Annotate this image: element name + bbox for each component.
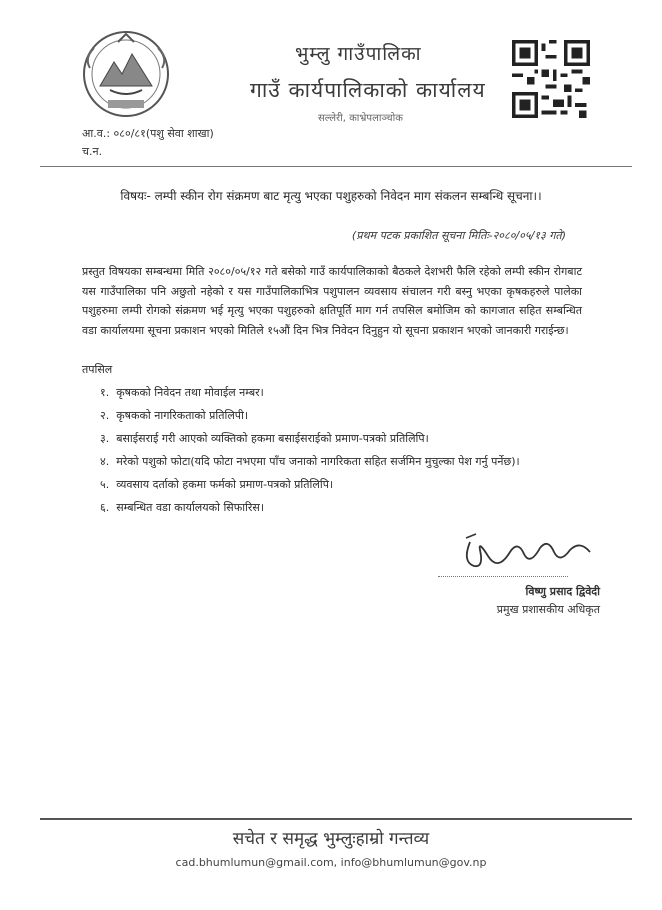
- item-number: ५.: [100, 478, 110, 491]
- item-text: सम्बन्धित वडा कार्यालयको सिफारिस।: [116, 501, 265, 514]
- item-text: कृषकको नागरिकताको प्रतिलिपी।: [116, 409, 249, 422]
- list-item: [100, 499, 570, 517]
- item-text: व्यवसाय दर्ताको हकमा फर्मको प्रमाण-पत्रको प्रतिलिपि।: [116, 478, 334, 491]
- footer-slogan: सचेत र समृद्ध भुम्लुःहाम्रो गन्तव्य: [232, 829, 430, 849]
- list-item: [100, 453, 570, 471]
- footer-emails: cad.bhumlumun@gmail.com, info@bhumlumun@gov.np: [175, 856, 487, 869]
- notice-body: प्रस्तुत विषयका सम्बन्धमा मिति २०८०/०५/१२ गते बसेको गाउँ कार्यपालिकाको बैठकले देशभरी फैलि रहेको लम्पी स्कीन रोगबाट यस गाउँपालिका पनि अछुतो नहेको र यस गाउँपालिकाभित्र पशुपालन व्यवसाय संचालन गरी बस्नु भएका कृषकहरुले पालेका पशुहरुमा लम्पी रोगको संक्रमण भई मृत्यु भएका पशुहरुको क्षतिपूर्ति माग गर्न तपसिल बमोजिम को कागजात सहित सम्बन्धित वडा कार्यालयमा सूचना प्रकाशन भएको मितिले १५औं दिन भित्र निवेदन दिनुहुन यो सूचना प्रकाशन भएको जानकारी गराईन्छ।: [82, 265, 582, 337]
- item-text: कृषकको निवेदन तथा मोवाईल नम्बर।: [116, 386, 264, 399]
- signatory-title: प्रमुख प्रशासकीय अधिकृत: [496, 603, 600, 616]
- header-divider: [40, 166, 632, 167]
- office-address: सल्लेरी, काभ्रेपलाञ्चोक: [318, 113, 403, 124]
- signature-icon: [440, 532, 610, 576]
- fiscal-year-ref: आ.व.: ०८०/८१(पशु सेवा शाखा): [82, 127, 214, 140]
- signature-line: [438, 576, 568, 577]
- details-heading: तपसिल: [82, 363, 113, 376]
- item-number: २.: [100, 409, 110, 422]
- signatory-name: विष्णु प्रसाद द्विवेदी: [525, 585, 600, 598]
- item-number: १.: [100, 386, 110, 399]
- dispatch-number: च.न.: [82, 145, 103, 158]
- org-name: भुम्लु गाउँपालिका: [295, 43, 422, 65]
- notice-subject: विषयः- लम्पी स्कीन रोग संक्रमण बाट मृत्यु भएका पशुहरुको निवेदन माग संकलन सम्बन्धि सूचना।।: [120, 189, 542, 203]
- published-note: (प्रथम पटक प्रकाशित सूचना मितिः-२०८०/०५/१३ गते): [351, 229, 566, 242]
- item-number: ६.: [100, 501, 110, 514]
- footer-divider: [40, 818, 632, 820]
- item-number: ३.: [100, 432, 110, 445]
- office-name: गाउँ कार्यपालिकाको कार्यालय: [250, 78, 486, 102]
- list-item: [100, 407, 570, 425]
- item-text: बसाईसराई गरी आएको व्यक्तिको हकमा बसाईसराईको प्रमाण-पत्रको प्रतिलिपि।: [116, 432, 429, 445]
- qr-code-icon: [512, 40, 590, 118]
- nepal-emblem-icon: [80, 28, 172, 118]
- list-item: [100, 430, 570, 448]
- item-text: मरेको पशुको फोटा(यदि फोटा नभएमा पाँच जनाको नागरिकता सहित सर्जमिन मुचुल्का पेश गर्नु पर्नेछ)।: [116, 455, 520, 468]
- list-item: [100, 476, 570, 494]
- item-number: ४.: [100, 455, 110, 468]
- requirements-list: [100, 384, 570, 522]
- list-item: [100, 384, 570, 402]
